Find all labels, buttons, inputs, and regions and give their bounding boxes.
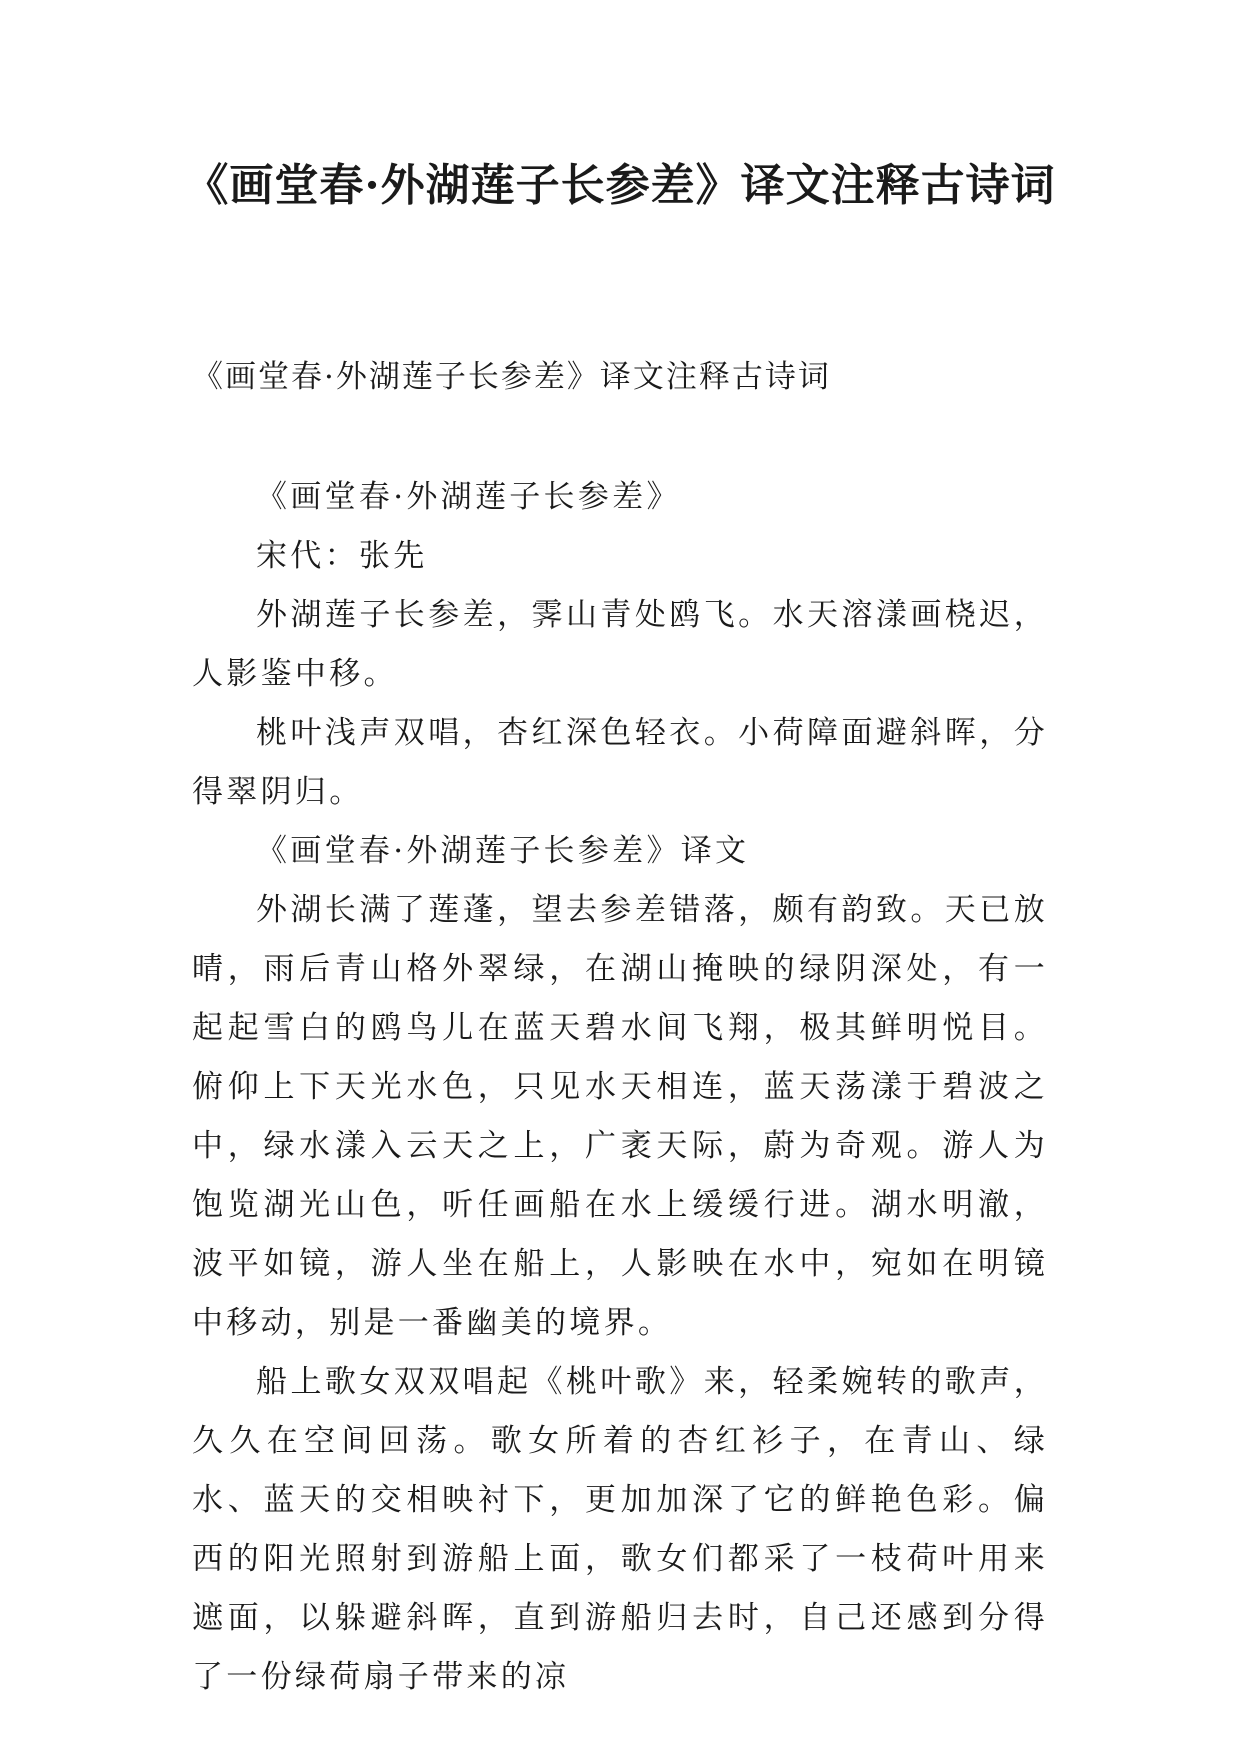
translation-paragraph-1: 外湖长满了莲蓬，望去参差错落，颇有韵致。天已放晴，雨后青山格外翠绿，在湖山掩映的绿阴深处，有一起起雪白的鸥鸟儿在蓝天碧水间飞翔，极其鲜明悦目。俯仰上下天光水色，只见水天相连，蓝天荡漾于碧波之中，绿水漾入云天之上，广袤天际，蔚为奇观。游人为饱览湖光山色，听任画船在水上缓缓行进。湖水明澈，波平如镜，游人坐在船上，人影映在水中，宛如在明镜中移动，别是一番幽美的境界。: [192, 892, 1048, 1341]
translation-heading: 《画堂春·外湖莲子长参差》译文: [256, 833, 750, 869]
poem-author: 宋代：张先: [256, 538, 428, 574]
document-subtitle: 《画堂春·外湖莲子长参差》译文注释古诗词: [192, 359, 831, 395]
translation-paragraph-2: 船上歌女双双唱起《桃叶歌》来，轻柔婉转的歌声，久久在空间回荡。歌女所着的杏红衫子，在青山、绿水、蓝天的交相映衬下，更加加深了它的鲜艳色彩。偏西的阳光照射到游船上面，歌女们都采了一枝荷叶用来遮面，以躲避斜晖，直到游船归去时，自己还感到分得了一份绿荷扇子带来的凉: [192, 1364, 1048, 1695]
document-title: 《画堂春·外湖莲子长参差》译文注释古诗词: [184, 160, 1056, 211]
document-body: [192, 468, 1048, 1707]
poem-title: 《画堂春·外湖莲子长参差》: [256, 479, 681, 515]
poem-stanza-1: 外湖莲子长参差，霁山青处鸥飞。水天溶漾画桡迟，人影鉴中移。: [192, 597, 1048, 692]
poem-stanza-2: 桃叶浅声双唱，杏红深色轻衣。小荷障面避斜晖，分得翠阴归。: [192, 715, 1048, 810]
